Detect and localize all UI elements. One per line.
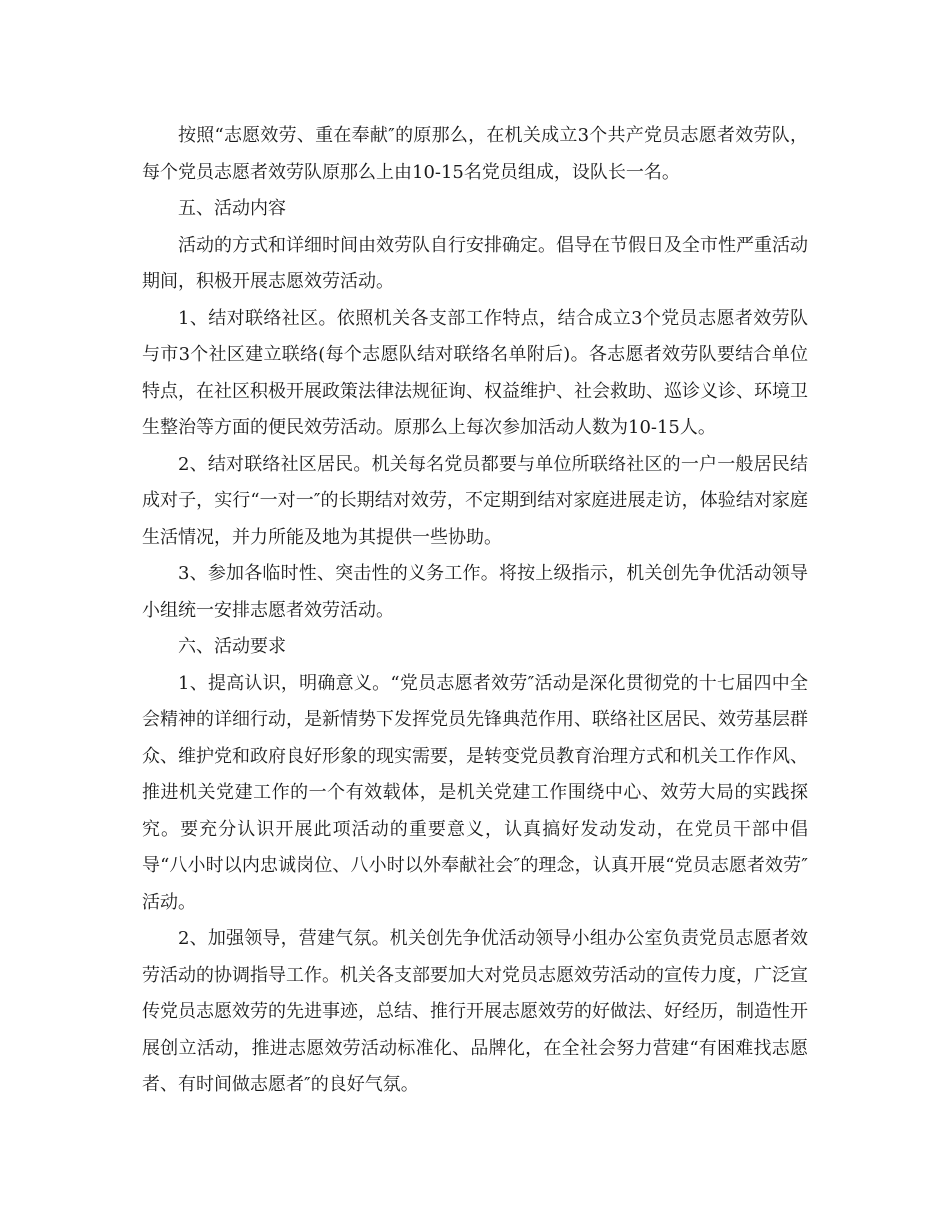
paragraph-principle: 按照“志愿效劳、重在奉献″的原那么，在机关成立3个共产党员志愿者效劳队，每个党员志愿者效劳队原那么上由10-15名党员组成，设队长一名。 xyxy=(142,125,808,183)
paragraph-strengthen-leadership: 2、加强领导，营建气氛。机关创先争优活动领导小组办公室负责党员志愿者效劳活动的协调指导工作。机关各支部要加大对党员志愿效劳活动的宣传力度，广泛宣传党员志愿效劳的先进事迹，总结、推行开展志愿效劳的好做法、好经历，制造性开展创立活动，推进志愿效劳活动标准化、品牌化，在全社会努力营建“有困难找志愿者、有时间做志愿者″的良好气氛。 xyxy=(142,928,808,1095)
paragraph-pair-residents: 2、结对联络社区居民。机关每名党员都要与单位所联络社区的一户一般居民结成对子，实行“一对一″的长期结对效劳，不定期到结对家庭进展走访，体验结对家庭生活情况，并力所能及地为其提供一些协助。 xyxy=(142,453,808,548)
paragraph-activity-method: 活动的方式和详细时间由效劳队自行安排确定。倡导在节假日及全市性严重活动期间，积极开展志愿效劳活动。 xyxy=(142,234,808,292)
section-heading-activity-content: 五、活动内容 xyxy=(178,198,286,219)
section-heading-activity-requirements: 六、活动要求 xyxy=(178,636,286,657)
document-body xyxy=(142,118,808,1104)
paragraph-raise-awareness: 1、提高认识，明确意义。“党员志愿者效劳″活动是深化贯彻党的十七届四中全会精神的详细行动，是新情势下发挥党员先锋典范作用、联络社区居民、效劳基层群众、维护党和政府良好形象的现实需要，是转变党员教育治理方式和机关工作作风、推进机关党建工作的一个有效载体，是机关党建工作围绕中心、效劳大局的实践探究。要充分认识开展此项活动的重要意义，认真搞好发动发动，在党员干部中倡导“八小时以内忠诚岗位、八小时以外奉献社会″的理念，认真开展“党员志愿者效劳″活动。 xyxy=(142,672,808,913)
paragraph-pair-community: 1、结对联络社区。依照机关各支部工作特点，结合成立3个党员志愿者效劳队与市3个社区建立联络(每个志愿队结对联络名单附后)。各志愿者效劳队要结合单位特点，在社区积极开展政策法律法规征询、权益维护、社会救助、巡诊义诊、环境卫生整治等方面的便民效劳活动。原那么上每次参加活动人数为10-15人。 xyxy=(142,307,808,438)
paragraph-temporary-tasks: 3、参加各临时性、突击性的义务工作。将按上级指示，机关创先争优活动领导小组统一安排志愿者效劳活动。 xyxy=(142,563,808,621)
